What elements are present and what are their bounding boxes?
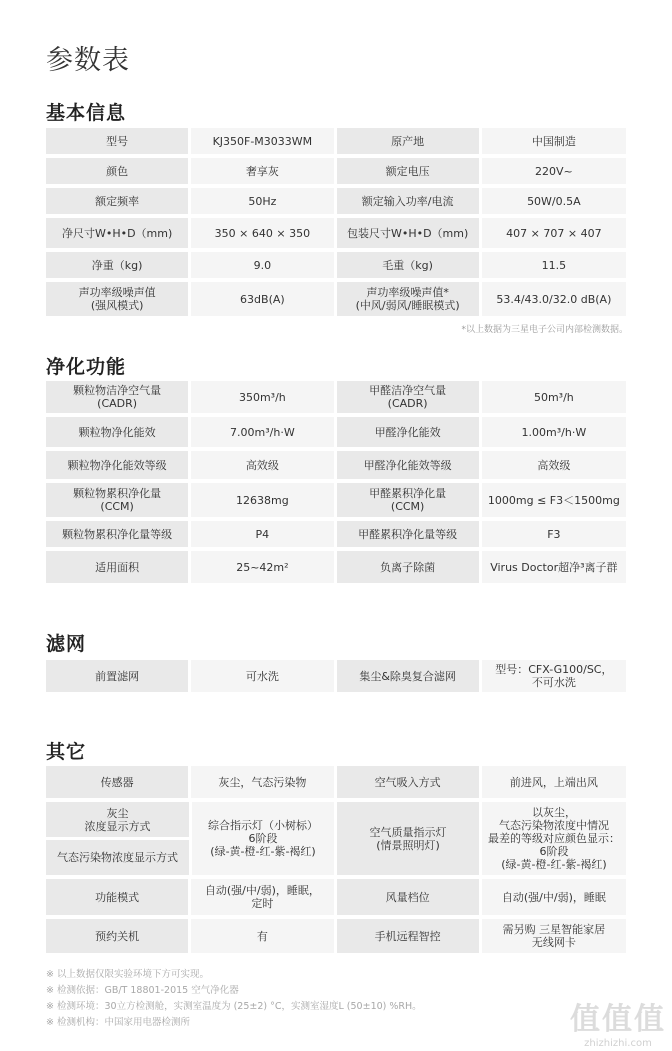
table-label-cell: 额定电压 <box>337 158 479 184</box>
section-title-other: 其它 <box>46 741 87 763</box>
table-label-cell: 甲醛净化能效 <box>337 417 479 447</box>
table-row <box>46 218 626 248</box>
table-row <box>46 551 626 583</box>
table-label-cell: 甲醛累积净化量 (CCM) <box>337 483 479 517</box>
table-value-cell: 高效级 <box>482 451 626 479</box>
table-row <box>46 521 626 547</box>
watermark-logo: 值值值 <box>570 1002 666 1037</box>
table-value-cell: 350m³/h <box>191 381 333 413</box>
table-value-cell: 63dB(A) <box>191 282 333 316</box>
table-value-cell: 1000mg ≤ F3＜1500mg <box>482 483 626 517</box>
other-table <box>46 766 626 957</box>
table-label-cell: 空气吸入方式 <box>337 766 479 798</box>
table-label-cell: 颗粒物净化能效等级 <box>46 451 188 479</box>
table-label-cell: 额定输入功率/电流 <box>337 188 479 214</box>
footnote: ※ 检测依据：GB/T 18801-2015 空气净化器 <box>46 985 239 996</box>
table-label-cell: 包装尺寸W•H•D（mm) <box>337 218 479 248</box>
table-value-cell: 需另购 三星智能家居 无线网卡 <box>482 919 626 953</box>
table-label-cell: 传感器 <box>46 766 188 798</box>
section-title-basic: 基本信息 <box>46 102 127 124</box>
table-label-cell: 净尺寸W•H•D（mm) <box>46 218 188 248</box>
table-row <box>46 766 626 798</box>
table-label-cell: 颗粒物净化能效 <box>46 417 188 447</box>
table-row <box>46 381 626 413</box>
table-value-cell: 有 <box>191 919 333 953</box>
table-value-cell: 以灰尘， 气态污染物浓度中情况 最差的等级对应颜色显示： 6阶段 (绿-黄-橙-红-紫-褐红) <box>482 802 626 875</box>
table-value-cell: 型号：CFX-G100/SC， 不可水洗 <box>482 660 626 692</box>
table-label-cell: 毛重（kg) <box>337 252 479 278</box>
display-mode-labels <box>46 802 189 875</box>
table-label-cell: 颜色 <box>46 158 188 184</box>
table-value-cell: P4 <box>191 521 333 547</box>
table-value-cell: F3 <box>482 521 626 547</box>
table-label-cell: 净重（kg) <box>46 252 188 278</box>
table-label-cell: 声功率级噪声值* (中风/弱风/睡眠模式) <box>337 282 479 316</box>
table-value-cell: 奢享灰 <box>191 158 333 184</box>
table-label-cell: 气态污染物浓度显示方式 <box>46 840 189 875</box>
table-label-cell: 原产地 <box>337 128 479 154</box>
table-value-cell: 12638mg <box>191 483 333 517</box>
table-label-cell: 灰尘 浓度显示方式 <box>46 802 189 837</box>
table-label-cell: 适用面积 <box>46 551 188 583</box>
table-value-cell: 50Hz <box>191 188 333 214</box>
table-row <box>46 282 626 316</box>
table-value-cell: 前进风，上端出风 <box>482 766 626 798</box>
table-label-cell: 额定频率 <box>46 188 188 214</box>
table-value-cell: 350 × 640 × 350 <box>191 218 333 248</box>
table-label-cell: 风量档位 <box>337 879 479 915</box>
table-row <box>46 128 626 154</box>
table-label-cell: 功能模式 <box>46 879 188 915</box>
table-label-cell: 空气质量指示灯 (情景照明灯) <box>337 802 479 875</box>
table-row <box>46 879 626 915</box>
table-row <box>46 188 626 214</box>
table-row <box>46 417 626 447</box>
filter-table <box>46 660 626 696</box>
section-title-filter: 滤网 <box>46 633 87 655</box>
table-row <box>46 451 626 479</box>
table-label-cell: 型号 <box>46 128 188 154</box>
watermark-url: zhizhizhi.com <box>584 1038 652 1049</box>
table-value-cell: 自动(强/中/弱)，睡眠， 定时 <box>191 879 333 915</box>
basic-note: *以上数据为三星电子公司内部检测数据。 <box>461 325 628 335</box>
table-label-cell: 甲醛净化能效等级 <box>337 451 479 479</box>
table-value-cell: Virus Doctor超净³离子群 <box>482 551 626 583</box>
table-value-cell: 50W/0.5A <box>482 188 626 214</box>
table-row <box>46 919 626 953</box>
table-value-cell: 7.00m³/h·W <box>191 417 333 447</box>
table-label-cell: 预约关机 <box>46 919 188 953</box>
table-label-cell: 颗粒物累积净化量等级 <box>46 521 188 547</box>
table-value-cell: KJ350F-M3033WM <box>191 128 333 154</box>
table-value-cell: 自动(强/中/弱)，睡眠 <box>482 879 626 915</box>
table-value-cell: 1.00m³/h·W <box>482 417 626 447</box>
table-label-cell: 声功率级噪声值 (强风模式) <box>46 282 188 316</box>
table-value-cell: 可水洗 <box>191 660 333 692</box>
table-label-cell: 前置滤网 <box>46 660 188 692</box>
table-label-cell: 颗粒物累积净化量 (CCM) <box>46 483 188 517</box>
table-row <box>46 252 626 278</box>
table-value-cell: 25~42m² <box>191 551 333 583</box>
table-row <box>46 483 626 517</box>
section-title-purify: 净化功能 <box>46 356 127 378</box>
footnotes <box>46 967 422 1031</box>
watermark <box>570 994 666 1049</box>
table-value-cell: 高效级 <box>191 451 333 479</box>
footnote: ※ 以上数据仅限实验环境下方可实现。 <box>46 969 209 980</box>
table-value-cell: 53.4/43.0/32.0 dB(A) <box>482 282 626 316</box>
table-label-cell: 手机远程智控 <box>337 919 479 953</box>
table-value-cell: 220V~ <box>482 158 626 184</box>
footnote: ※ 检测机构：中国家用电器检测所 <box>46 1017 190 1028</box>
table-value-cell: 综合指示灯（小树标） 6阶段 (绿-黄-橙-红-紫-褐红) <box>192 802 334 875</box>
table-row <box>46 660 626 692</box>
footnote: ※ 检测环境：30立方检测舱，实测室温度为 (25±2) °C，实测室湿度L (50±10) %RH。 <box>46 1001 422 1012</box>
table-label-cell: 集尘&除臭复合滤网 <box>337 660 479 692</box>
table-value-cell: 407 × 707 × 407 <box>482 218 626 248</box>
purify-table <box>46 381 626 587</box>
table-row-display-mode <box>46 802 626 875</box>
table-label-cell: 甲醛洁净空气量 (CADR) <box>337 381 479 413</box>
table-value-cell: 灰尘，气态污染物 <box>191 766 333 798</box>
table-value-cell: 9.0 <box>191 252 333 278</box>
table-value-cell: 中国制造 <box>482 128 626 154</box>
basic-info-table <box>46 128 626 320</box>
table-label-cell: 颗粒物洁净空气量 (CADR) <box>46 381 188 413</box>
table-value-cell: 50m³/h <box>482 381 626 413</box>
table-label-cell: 负离子除菌 <box>337 551 479 583</box>
table-label-cell: 甲醛累积净化量等级 <box>337 521 479 547</box>
table-row <box>46 158 626 184</box>
table-value-cell: 11.5 <box>482 252 626 278</box>
page-title: 参数表 <box>46 45 130 76</box>
